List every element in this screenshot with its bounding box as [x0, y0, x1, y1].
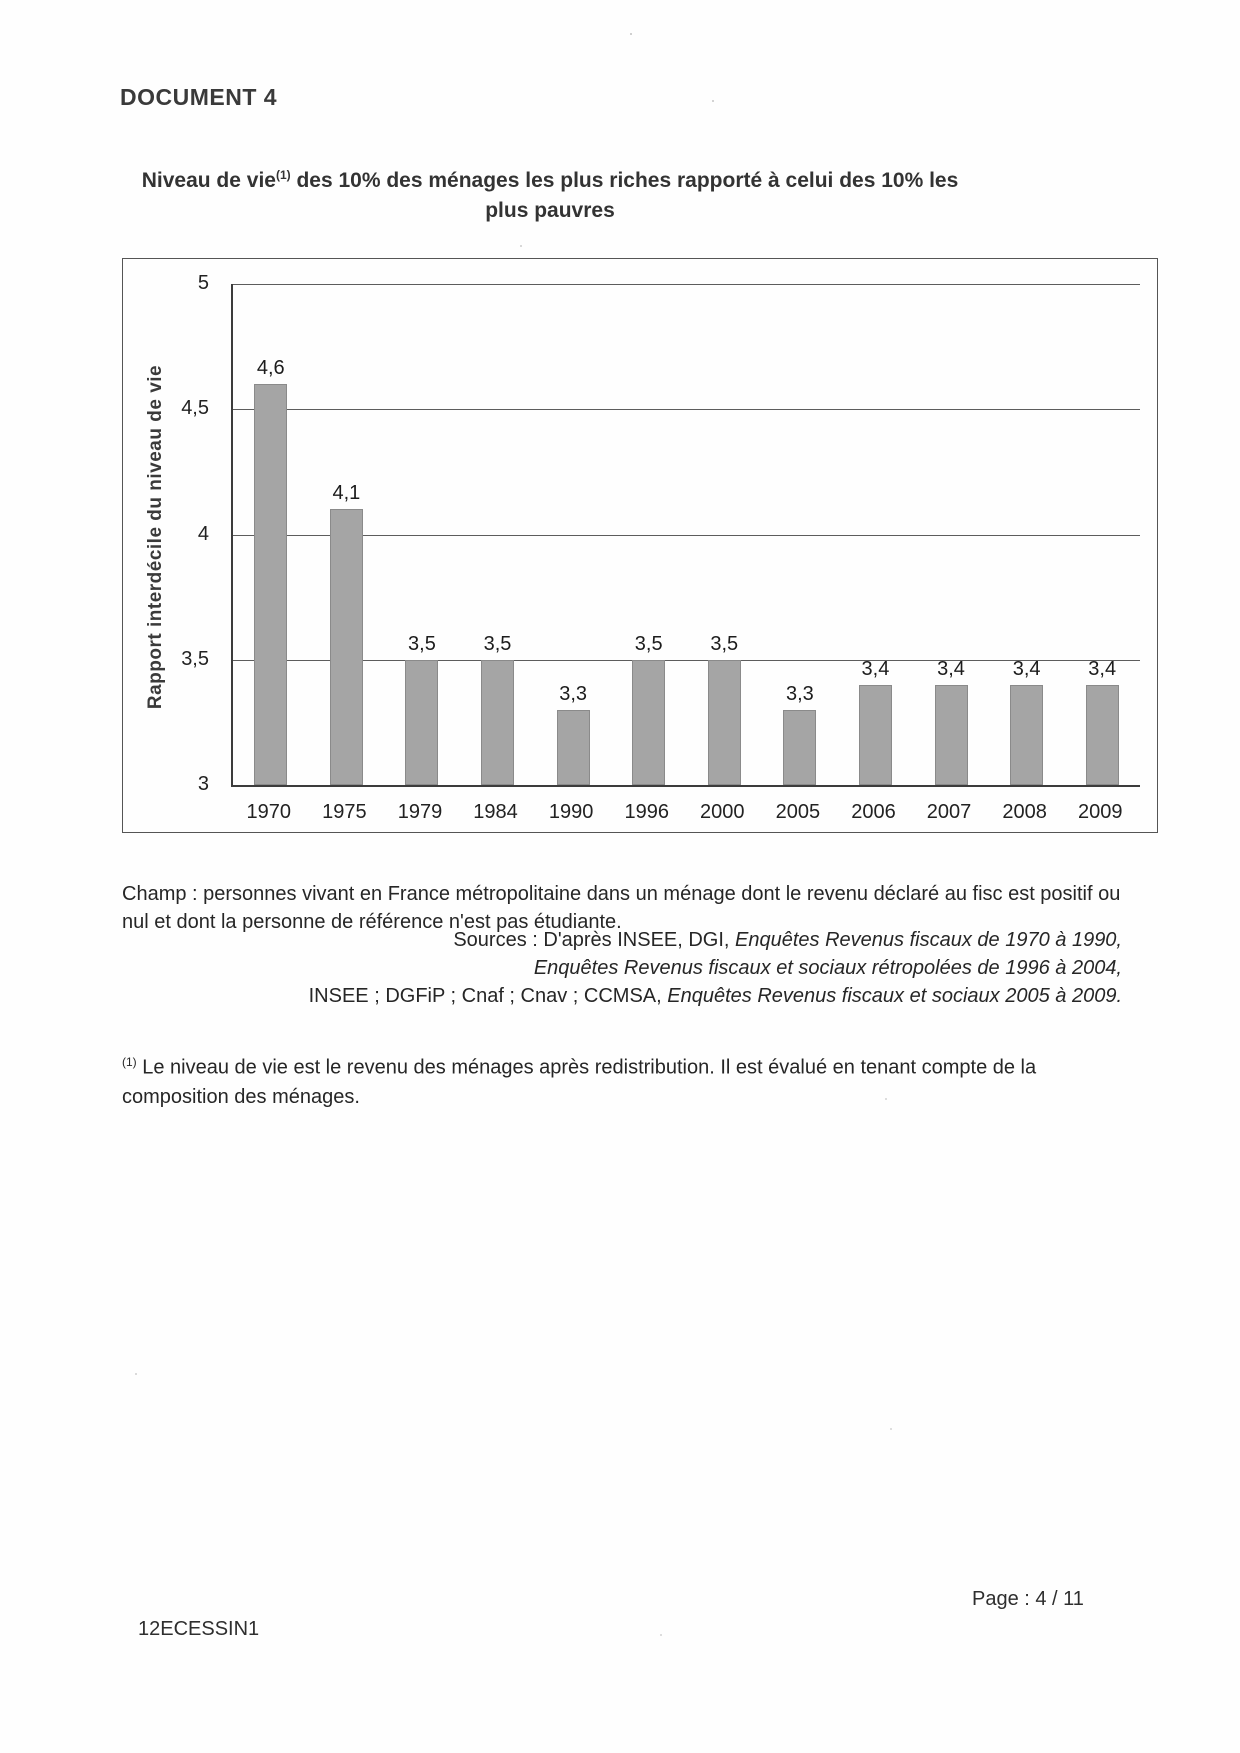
- bar-2009: [1086, 685, 1119, 785]
- document-code: 12ECESSIN1: [138, 1618, 260, 1640]
- footnote-marker: (1): [122, 1055, 137, 1069]
- bar-value-label-1996: 3,5: [634, 632, 663, 655]
- bar-chart: [122, 258, 1158, 833]
- bar-1996: [632, 660, 665, 785]
- x-axis-label-1975: 1975: [322, 801, 367, 823]
- gridline-4,5: [233, 409, 1140, 410]
- sources-line: [122, 982, 1122, 1010]
- sources-italic: Enquêtes Revenus fiscaux de 1970 à 1990,: [735, 929, 1122, 951]
- bar-value-label-1990: 3,3: [559, 682, 588, 705]
- scan-speckles: [630, 33, 632, 35]
- sources-italic: Enquêtes Revenus fiscaux et sociaux rétropolées de 1996 à 2004,: [533, 957, 1122, 979]
- bar-2000: [708, 660, 741, 785]
- bar-value-label-1979: 3,5: [408, 632, 436, 655]
- sources-prefix: INSEE ; DGFiP ; Cnaf ; Cnav ; CCMSA,: [308, 985, 668, 1007]
- bar-value-label-1984: 3,5: [483, 632, 512, 655]
- gridline-4: [233, 535, 1140, 536]
- champ-note: Champ : personnes vivant en France métropolitaine dans un ménage dont le revenu déclaré au fisc est positif ou nul et dont la personne de référence n'est pas étudiante.: [122, 883, 1121, 933]
- bar-value-label-1970: 4,6: [256, 357, 285, 380]
- chart-title-text: Niveau de vie: [141, 169, 276, 192]
- bar-value-label-2006: 3,4: [861, 657, 890, 680]
- y-tick-4,5: 4,5: [181, 397, 209, 420]
- chart-title-text-continued: des 10% des ménages les plus riches rapporté à celui des 10% les plus pauvres: [290, 169, 959, 222]
- y-tick-3,5: 3,5: [181, 647, 209, 670]
- x-axis-label-2000: 2000: [700, 801, 745, 823]
- footnote-reference: (1): [275, 168, 291, 182]
- x-axis-label-2006: 2006: [851, 801, 896, 823]
- bar-value-label-2007: 3,4: [937, 657, 965, 680]
- chart-title: [120, 160, 980, 226]
- sources-line: [122, 954, 1122, 982]
- sources-note: [122, 926, 1122, 1010]
- bar-1984: [481, 660, 514, 785]
- sources-prefix: Sources : D'après INSEE, DGI,: [453, 929, 736, 951]
- bar-value-label-2009: 3,4: [1088, 657, 1117, 680]
- bar-1975: [330, 509, 363, 785]
- sources-line: [122, 926, 1122, 954]
- x-axis-label-2007: 2007: [926, 801, 972, 823]
- x-axis-label-1996: 1996: [624, 801, 669, 823]
- document-heading: DOCUMENT 4: [120, 84, 278, 110]
- footnote: [122, 1048, 1127, 1112]
- bar-1979: [405, 660, 438, 785]
- x-axis-label-1990: 1990: [548, 801, 594, 823]
- bar-value-label-2000: 3,5: [710, 632, 739, 655]
- bar-value-label-2005: 3,3: [785, 682, 814, 705]
- bar-1990: [557, 710, 590, 785]
- x-axis-label-2009: 2009: [1077, 801, 1123, 823]
- y-axis-title: Rapport interdécile du niveau de vie: [145, 364, 166, 710]
- y-tick-3: 3: [197, 773, 209, 796]
- y-tick-5: 5: [197, 272, 209, 295]
- bar-2008: [1010, 685, 1043, 785]
- x-axis-label-2005: 2005: [775, 801, 821, 823]
- bar-2006: [859, 685, 892, 785]
- plot-area: [231, 284, 1140, 787]
- x-axis-label-1984: 1984: [473, 801, 518, 823]
- y-axis-ticks: [123, 272, 209, 796]
- gridline-5: [233, 284, 1140, 285]
- bar-1970: [254, 384, 287, 785]
- x-axis-label-2008: 2008: [1002, 801, 1047, 823]
- bar-value-label-1975: 4,1: [332, 482, 361, 505]
- bar-2005: [783, 710, 816, 785]
- x-axis-label-1970: 1970: [246, 801, 292, 823]
- page-number: Page : 4 / 11: [972, 1588, 1084, 1610]
- x-axis-label-1979: 1979: [397, 801, 443, 823]
- y-tick-4: 4: [197, 522, 209, 545]
- bar-2007: [935, 685, 968, 785]
- footnote-text: Le niveau de vie est le revenu des ménages après redistribution. Il est évalué en tenant compte de la composition des ménages.: [122, 1056, 1037, 1108]
- x-axis-labels: [231, 801, 1138, 829]
- bar-value-label-2008: 3,4: [1012, 657, 1041, 680]
- sources-italic: Enquêtes Revenus fiscaux et sociaux 2005 à 2009.: [667, 985, 1122, 1007]
